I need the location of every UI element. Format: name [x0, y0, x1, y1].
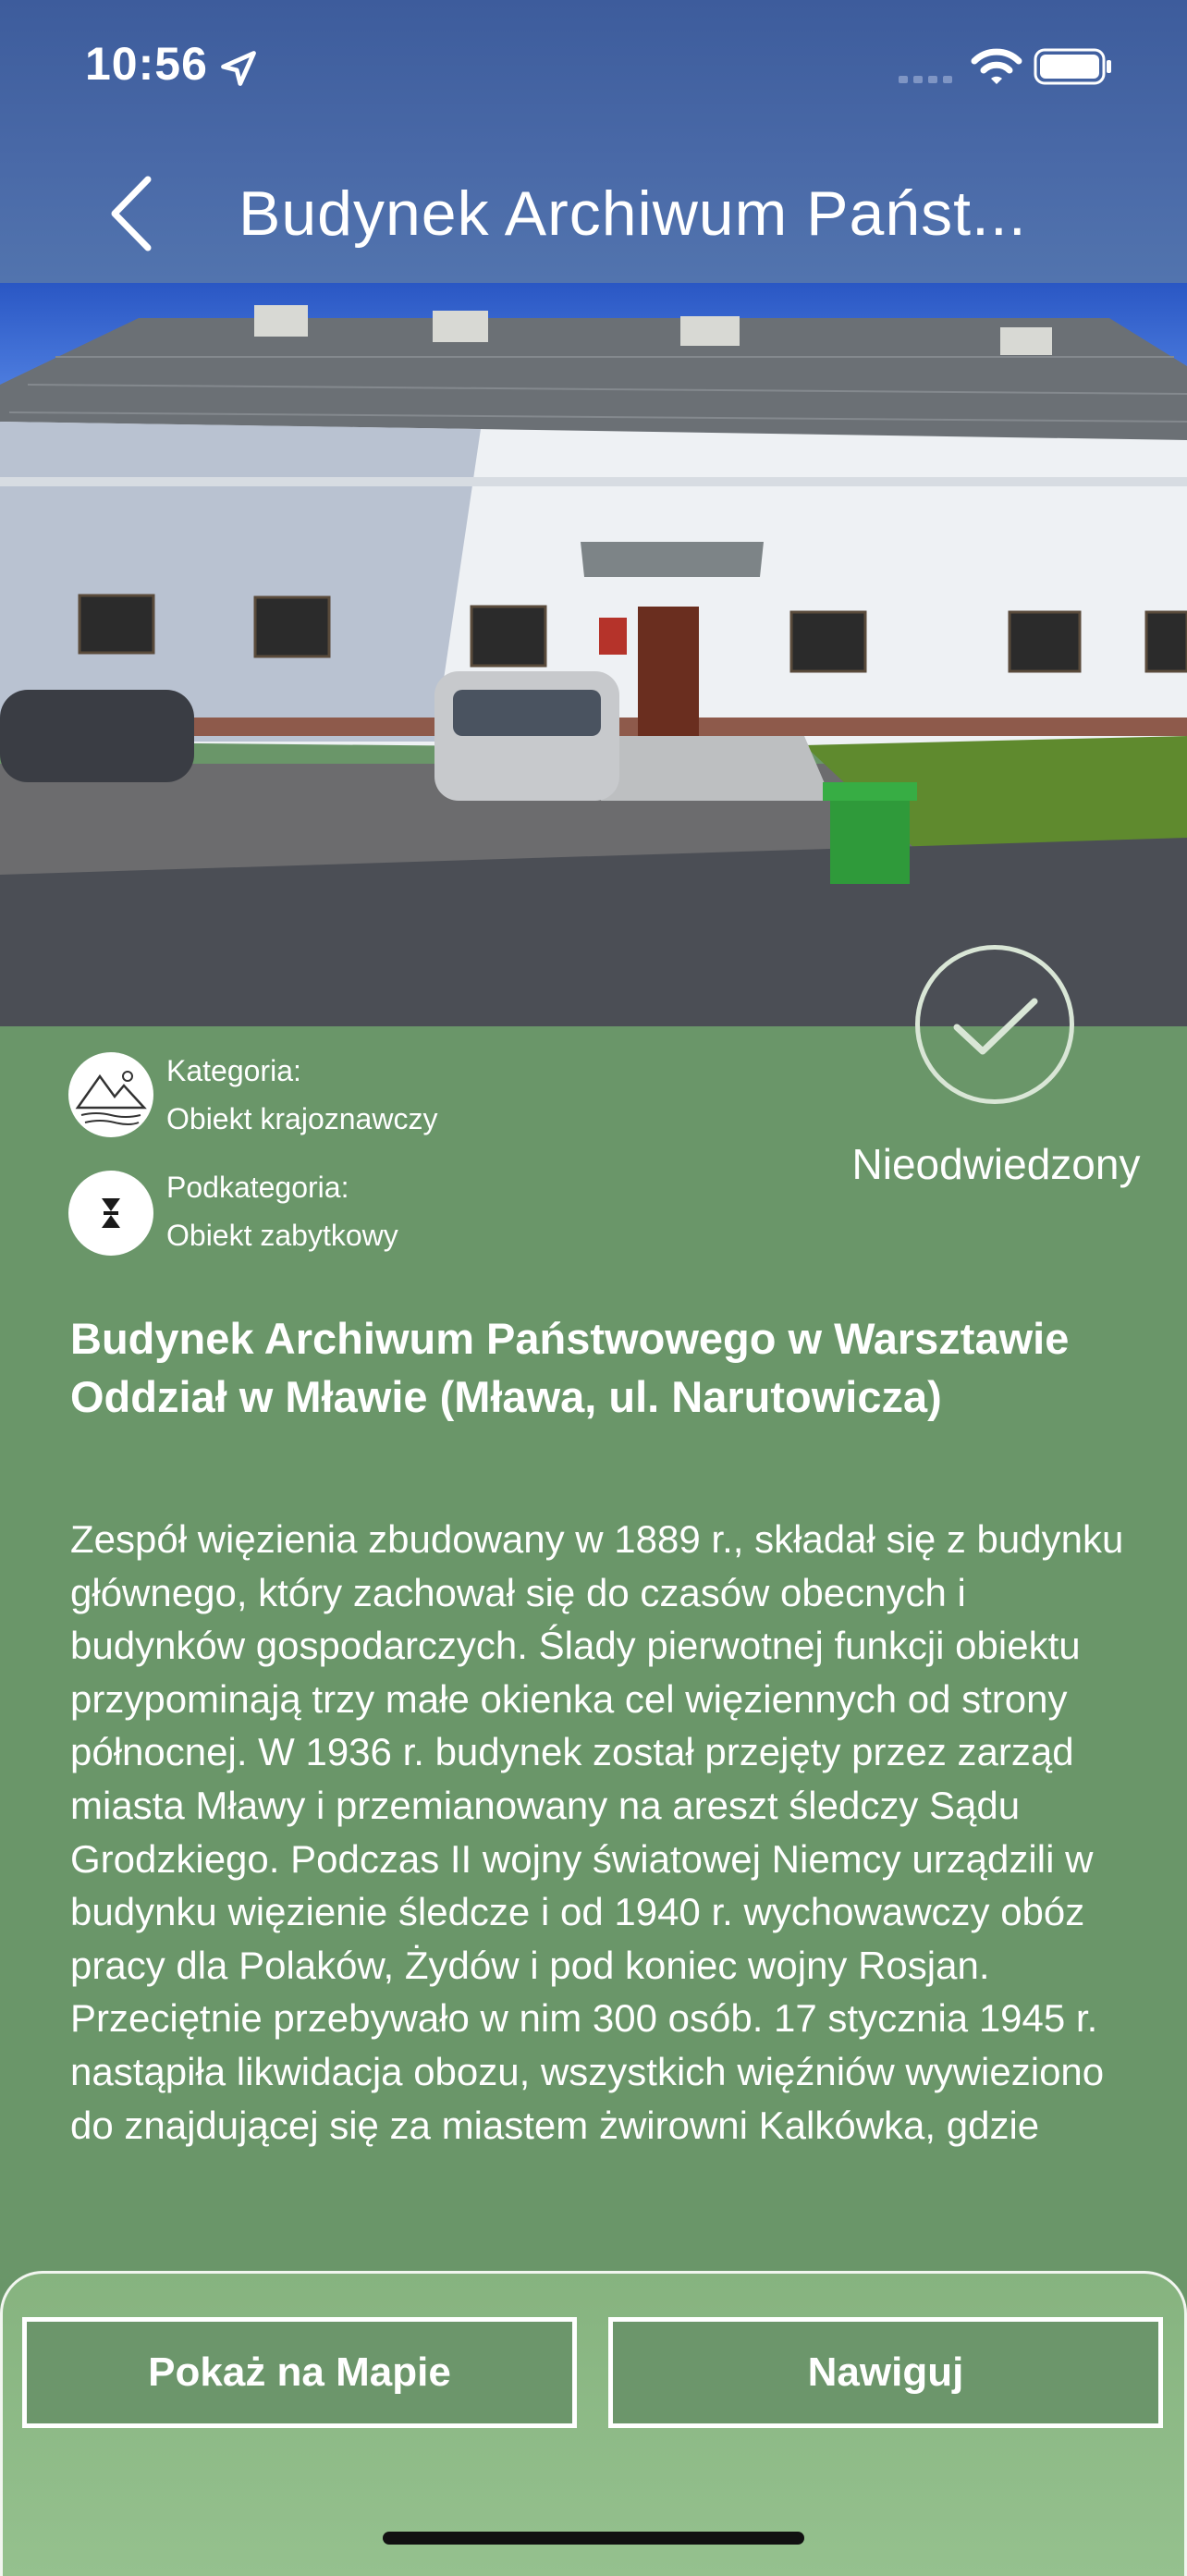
page-title: Budynek Archiwum Państ... — [239, 178, 1027, 249]
subcategory-value: Obiekt zabytkowy — [166, 1219, 398, 1252]
monument-icon — [68, 1171, 153, 1256]
location-arrow-icon — [218, 48, 259, 89]
checkmark-icon — [920, 950, 1070, 1099]
visit-toggle[interactable] — [915, 945, 1074, 1104]
wifi-icon — [971, 46, 1022, 87]
category-label: Kategoria: — [166, 1054, 301, 1087]
subcategory-label: Podkategoria: — [166, 1171, 349, 1204]
place-title: Budynek Archiwum Państwowego w Warsztawie Oddział w Mławie (Mława, ul. Narutowicza) — [70, 1314, 1070, 1421]
place-description: Zespół więzienia zbudowany w 1889 r., składał się z budynku głównego, który zachował się do czasów obecnych i budynków gospodarczych. Ślady pierwotnej funkcji obiektu przypominają trzy małe okienka cel więziennych od strony północnej. W 1936 r. budynek został przejęty przez zarząd miasta Mławy i przemianowany na areszt śledczy Sądu Grodzkiego. Podczas II wojny światowej Niemcy urządzili w budynku więzienie śledcze i od 1940 r. wychowawczy obóz pracy dla Polaków, Żydów i pod koniec wojny Rosjan. Przeciętnie przebywało w nim 300 osób. 17 stycznia 1945 r. nastąpiła likwidacja obozu, wszystkich więźniów wywieziono do znajdującej się za miastem żwirowni Kalkówka, gdzie — [70, 1517, 1124, 2147]
header — [0, 0, 1187, 283]
status-time: 10:56 — [85, 38, 208, 90]
signal-icon — [899, 74, 954, 85]
battery-icon — [1034, 48, 1113, 85]
landscape-icon — [68, 1052, 153, 1137]
back-chevron-icon[interactable] — [104, 172, 159, 255]
home-indicator — [383, 2532, 804, 2545]
show-on-map-button[interactable]: Pokaż na Mapie — [22, 2317, 577, 2428]
navigate-button[interactable]: Nawiguj — [608, 2317, 1163, 2428]
visit-status: Nieodwiedzony — [851, 1140, 1141, 1188]
place-photo — [0, 283, 1187, 1026]
category-value: Obiekt krajoznawczy — [166, 1102, 438, 1135]
